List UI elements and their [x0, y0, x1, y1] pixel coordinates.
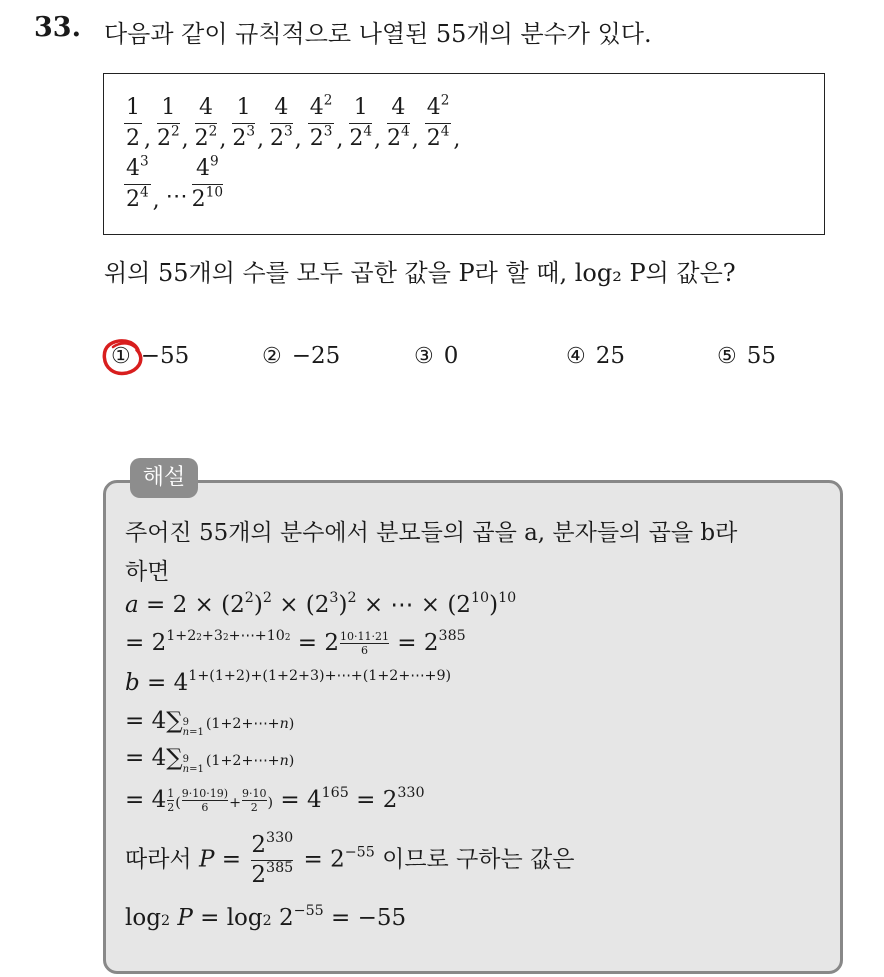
- fraction-numerator: 1: [236, 95, 251, 120]
- row1-fraction: [308, 92, 335, 151]
- choice-5[interactable]: [717, 343, 776, 369]
- choice-2[interactable]: [262, 343, 340, 369]
- fraction-numerator: 1: [353, 95, 368, 120]
- choice-1-value: −55: [140, 343, 190, 369]
- choice-3-value: 0: [443, 343, 459, 369]
- question-prompt: 위의 55개의 수를 모두 곱한 값을 P라 할 때, log₂ P의 값은?: [104, 259, 736, 287]
- choice-4-symbol: ④: [566, 344, 586, 369]
- choice-3-symbol: ③: [414, 344, 434, 369]
- fraction-numerator: 4: [391, 95, 406, 120]
- solution-final-answer: log2 P = log2 $2^{-55} = -55$: [125, 903, 407, 931]
- fraction-bar: [124, 123, 142, 124]
- fraction-denominator: $2^3$: [270, 123, 293, 151]
- solution-conclusion-suffix: 이므로 구하는 값은: [382, 846, 575, 873]
- fraction-denominator: $2^4$: [426, 123, 450, 151]
- fraction-denominator: $2^4$: [387, 123, 410, 151]
- fraction-row-2: [124, 153, 224, 213]
- comma: ,: [219, 127, 227, 152]
- fraction-row-1: [124, 92, 466, 152]
- comma: ,: [144, 127, 151, 152]
- choice-5-symbol: ⑤: [717, 344, 737, 369]
- row2-fraction: [124, 153, 151, 212]
- solution-intro-line2: 하면: [125, 559, 170, 585]
- solution-eq-b-def: $b = 4^{1+(1+2)+(1+2+3)+\cdots+(1+2+\cdots+9)}$: [125, 668, 452, 696]
- comma: ,: [374, 127, 382, 152]
- row1-fraction: [232, 97, 255, 150]
- row1-fraction: [349, 97, 372, 150]
- row1-fraction: [425, 92, 452, 151]
- solution-tag: 해설: [130, 458, 198, 498]
- question-text: 다음과 같이 규칙적으로 나열된 55개의 분수가 있다.: [104, 20, 652, 48]
- fraction-numerator: 4: [274, 95, 289, 120]
- row1-fraction: [157, 97, 180, 150]
- comma: ,: [181, 127, 189, 152]
- solution-intro-line1: 주어진 55개의 분수에서 분모들의 곱을 a, 분자들의 곱을 b라: [125, 520, 738, 546]
- comma: ,: [152, 188, 160, 213]
- choice-2-symbol: ②: [262, 344, 282, 369]
- question-number: 33.: [34, 12, 81, 43]
- choice-1-symbol: ①: [111, 344, 131, 369]
- solution-eq-a-value: = $2^{1+22+32+\cdots+102} = 2$ $\frac{10\cdot 11\cdot 21}{6}$ = $2^{385}$: [125, 628, 466, 658]
- fraction-denominator: $2^3$: [309, 123, 333, 151]
- solution-eq-b-value: = 4 $\frac{1}{2}$ ( $\frac{9\cdot 10\cdot 19)}{6}$ + $\frac{9\cdot 10}{2}$ ) = $4^{165} = 2^{330}$: [125, 785, 425, 815]
- choice-4-value: 25: [595, 343, 626, 369]
- fraction-denominator: $2^{10}$: [191, 184, 224, 212]
- comma: ,: [453, 127, 461, 152]
- row1-fraction: [195, 97, 218, 150]
- fraction-denominator: $2^4$: [349, 123, 373, 151]
- ellipsis: ⋯: [165, 184, 188, 209]
- fraction-numerator: $4^3$: [126, 153, 149, 181]
- fraction-denominator: $2^2$: [157, 123, 180, 151]
- fraction-numerator: 4: [199, 95, 213, 120]
- choice-5-value: 55: [746, 343, 777, 369]
- solution-conclusion: 따라서 P = $\frac{2^{330}}{2^{385}}$ = $2^{-55}$ 이므로 구하는 값은: [125, 830, 575, 888]
- choice-2-value: −25: [291, 343, 341, 369]
- fraction-numerator: 1: [161, 95, 176, 120]
- fraction-denominator: $2^4$: [126, 184, 149, 212]
- solution-eq-b-sum2: = 4∑ 9 n=1 (1+2+⋯+n): [125, 745, 295, 775]
- fraction-denominator: $2^3$: [232, 123, 256, 151]
- solution-eq-a-def: $a = 2 \times (2^2)^2 \times (2^3)^2$ × ⋯ × $(2^{10})^{10}$: [125, 590, 517, 618]
- choice-3[interactable]: [414, 343, 458, 369]
- row2-fraction: [191, 153, 224, 212]
- answer-mark-icon: [100, 336, 146, 378]
- fraction-denominator: 2: [126, 126, 140, 151]
- row1-fraction: [124, 97, 142, 150]
- comma: ,: [336, 127, 344, 152]
- fraction-numerator: $4^2$: [426, 92, 450, 120]
- fraction-numerator: $4^2$: [309, 92, 333, 120]
- solution-eq-b-sum1: = 4∑ 9 n=1 (1+2+⋯+n): [125, 708, 295, 738]
- row1-fraction: [270, 97, 293, 150]
- comma: ,: [294, 127, 302, 152]
- row1-fraction: [387, 97, 410, 150]
- solution-conclusion-prefix: 따라서: [125, 846, 192, 873]
- comma: ,: [411, 127, 419, 152]
- choice-4[interactable]: [566, 343, 625, 369]
- fraction-denominator: $2^2$: [194, 123, 218, 151]
- fraction-numerator: $4^9$: [196, 153, 219, 181]
- fraction-numerator: 1: [126, 95, 140, 120]
- comma: ,: [257, 127, 265, 152]
